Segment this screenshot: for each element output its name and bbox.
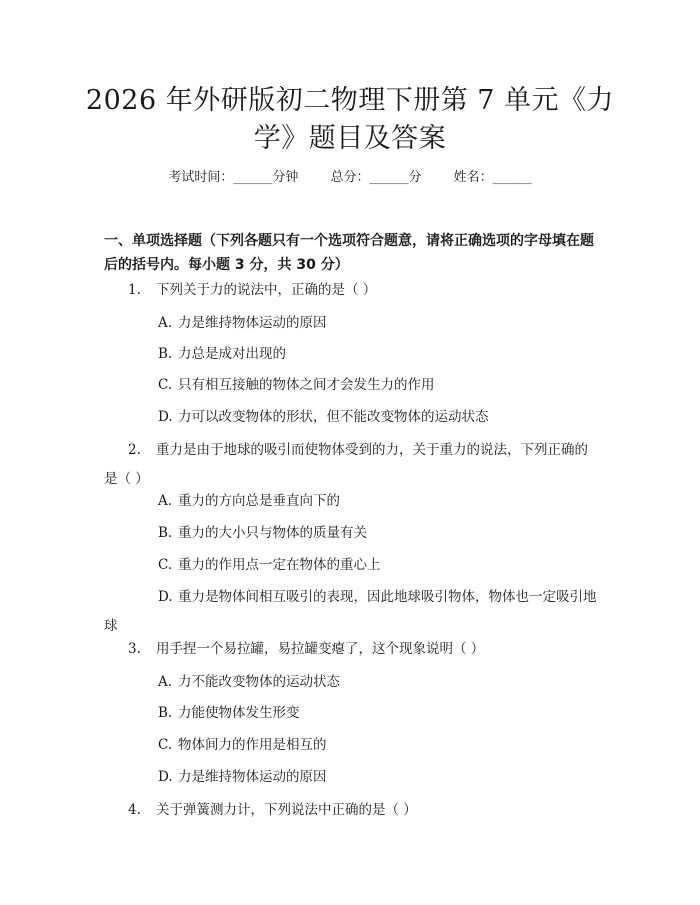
question-number: 1. — [128, 282, 141, 298]
option-3b — [158, 699, 300, 728]
option-letter: C. — [158, 737, 173, 753]
option-letter: A. — [158, 493, 173, 509]
option-letter: B. — [158, 346, 173, 362]
question-number: 3. — [128, 641, 141, 657]
option-text: 重力的作用点一定在物体的重心上 — [178, 557, 381, 573]
option-text: 力是维持物体运动的原因 — [178, 769, 327, 785]
question-text: 重力是由于地球的吸引而使物体受到的力，关于重力的说法，下列正确的是（ ） — [104, 442, 588, 487]
question-1 — [104, 276, 598, 305]
option-text: 力是维持物体运动的原因 — [178, 315, 327, 331]
question-number: 4. — [128, 802, 141, 818]
option-letter: D. — [158, 409, 173, 425]
option-text: 力总是成对出现的 — [178, 346, 286, 362]
section-title-1: 一、单项选择题（下列各题只有一个选项符合题意，请将正确选项的字母填在题后的括号内。每小题 3 分，共 30 分） — [104, 233, 594, 273]
option-letter: C. — [158, 377, 173, 393]
option-3c — [158, 731, 327, 760]
option-text: 重力的大小只与物体的质量有关 — [178, 525, 367, 541]
question-text: 下列关于力的说法中，正确的是（ ） — [156, 282, 377, 298]
question-text: 关于弹簧测力计，下列说法中正确的是（ ） — [156, 802, 417, 818]
option-2b — [158, 519, 367, 548]
question-4 — [104, 796, 598, 825]
option-text: 力可以改变物体的形状，但不能改变物体的运动状态 — [178, 409, 489, 425]
question-2 — [104, 436, 598, 494]
option-1c — [158, 371, 435, 400]
option-2a — [158, 487, 340, 516]
title-line-2: 学》题目及答案 — [253, 123, 447, 154]
document-title — [80, 82, 620, 158]
exam-info — [0, 168, 700, 188]
option-text: 力不能改变物体的运动状态 — [178, 674, 340, 690]
option-text: 重力是物体间相互吸引的表现，因此地球吸引物体，物体也一定吸引地球 — [104, 589, 597, 634]
question-3 — [104, 635, 598, 664]
option-letter: A. — [158, 674, 173, 690]
option-text: 物体间力的作用是相互的 — [178, 737, 327, 753]
option-text: 重力的方向总是垂直向下的 — [178, 493, 340, 509]
option-letter: D. — [158, 769, 173, 785]
option-2c — [158, 551, 381, 580]
option-text: 力能使物体发生形变 — [178, 705, 300, 721]
option-3a — [158, 668, 340, 697]
option-letter: A. — [158, 315, 173, 331]
question-number: 2. — [128, 442, 141, 458]
option-1b — [158, 340, 286, 369]
option-letter: D. — [158, 589, 173, 605]
option-1a — [158, 309, 327, 338]
question-text: 用手捏一个易拉罐，易拉罐变瘪了，这个现象说明（ ） — [156, 641, 485, 657]
option-letter: C. — [158, 557, 173, 573]
title-line-1: 2026 年外研版初二物理下册第 7 单元《力 — [85, 85, 615, 116]
option-letter: B. — [158, 525, 173, 541]
exam-time: 考试时间：______分钟 — [168, 170, 299, 185]
option-text: 只有相互接触的物体之间才会发生力的作用 — [178, 377, 435, 393]
option-3d — [158, 763, 327, 792]
option-2d — [104, 583, 598, 641]
exam-score: 总分：______分 — [330, 170, 422, 185]
exam-name: 姓名：______ — [453, 170, 532, 185]
option-letter: B. — [158, 705, 173, 721]
option-1d — [158, 403, 489, 432]
